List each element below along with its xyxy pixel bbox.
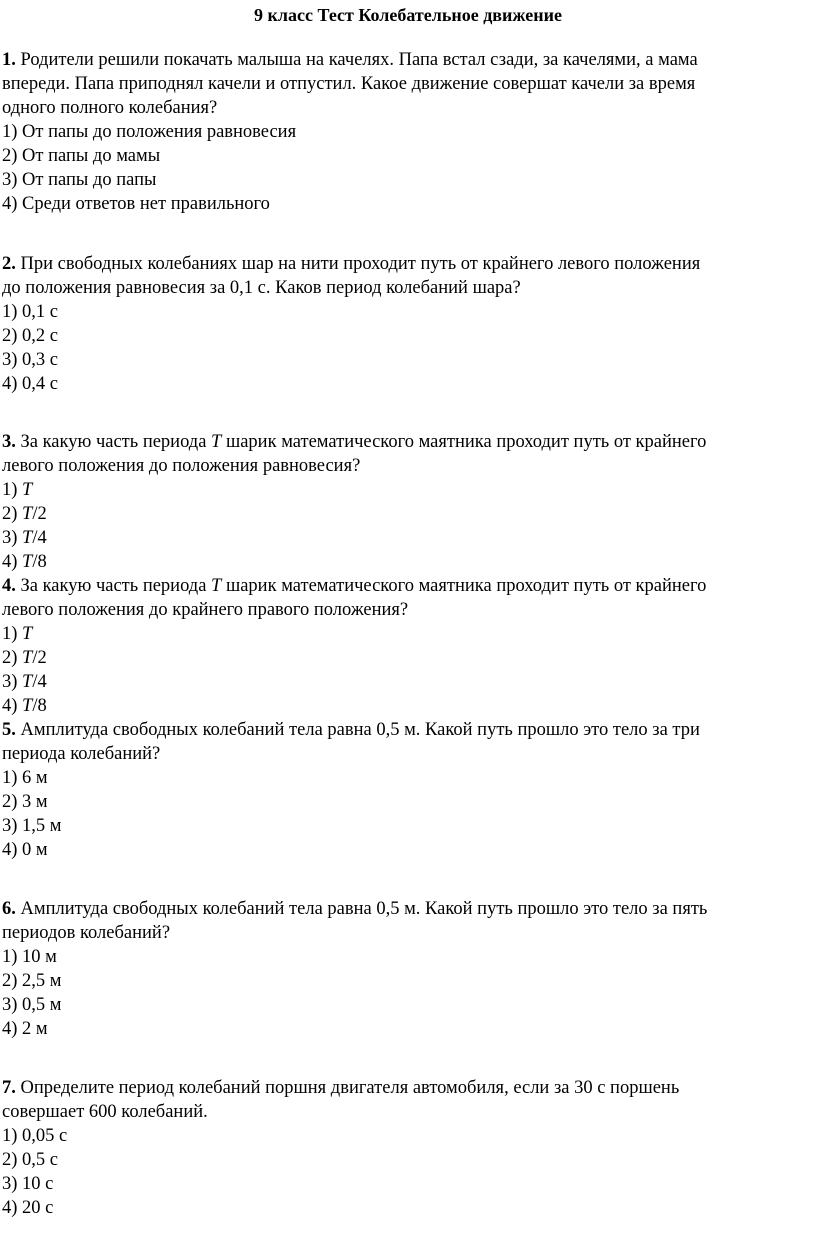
answer-option: 2) 0,5 с (2, 1150, 58, 1170)
answer-option: 1) От папы до положения равновесия (2, 122, 297, 142)
answer-option: 2) T/2 (2, 504, 47, 524)
answer-option: 3) 10 с (2, 1174, 54, 1194)
question-text: 3. За какую часть периода T шарик математического маятника проходит путь от крайнего (2, 432, 707, 452)
question-text: периодов колебаний? (2, 923, 171, 943)
question-text: совершает 600 колебаний. (2, 1102, 208, 1122)
answer-option: 4) 0 м (2, 840, 48, 860)
question-number: 1. (2, 50, 16, 70)
answer-option: 1) 10 м (2, 947, 57, 967)
answer-option: 4) Среди ответов нет правильного (2, 194, 270, 214)
question-text: впереди. Папа приподнял качели и отпустил. Какое движение совершат качели за время (2, 74, 696, 94)
page-title: 9 класс Тест Колебательное движение (254, 5, 562, 25)
answer-option: 2) 2,5 м (2, 971, 62, 991)
question-number: 6. (2, 899, 16, 919)
question-text: до положения равновесия за 0,1 с. Каков период колебаний шара? (2, 278, 521, 298)
answer-option: 1) T (2, 624, 33, 644)
answer-option: 1) T (2, 480, 33, 500)
answer-option: 3) От папы до папы (2, 170, 157, 190)
answer-option: 1) 0,1 с (2, 302, 58, 322)
question-text: 7. Определите период колебаний поршня двигателя автомобиля, если за 30 с поршень (2, 1078, 680, 1098)
answer-option: 4) T/8 (2, 696, 47, 716)
question-number: 4. (2, 576, 16, 596)
question-text: 1. Родители решили покачать малыша на качелях. Папа встал сзади, за качелями, а мама (2, 50, 698, 70)
answer-option: 2) T/2 (2, 648, 47, 668)
question-text: 4. За какую часть периода T шарик математического маятника проходит путь от крайнего (2, 576, 707, 596)
question-number: 7. (2, 1078, 16, 1098)
answer-option: 1) 0,05 с (2, 1126, 68, 1146)
answer-option: 4) 2 м (2, 1019, 48, 1039)
answer-option: 4) T/8 (2, 552, 47, 572)
answer-option: 2) 0,2 с (2, 326, 58, 346)
question-text: левого положения до положения равновесия? (2, 456, 361, 476)
question-number: 2. (2, 254, 16, 274)
answer-option: 2) 3 м (2, 792, 48, 812)
question-number: 5. (2, 720, 16, 740)
answer-option: 3) 1,5 м (2, 816, 62, 836)
question-text: 6. Амплитуда свободных колебаний тела равна 0,5 м. Какой путь прошло это тело за пять (2, 899, 708, 919)
answer-option: 4) 20 с (2, 1198, 54, 1218)
question-text: 2. При свободных колебаниях шар на нити проходит путь от крайнего левого положения (2, 254, 701, 274)
question-text: одного полного колебания? (2, 98, 218, 118)
question-number: 3. (2, 432, 16, 452)
question-text: периода колебаний? (2, 744, 161, 764)
answer-option: 4) 0,4 с (2, 374, 58, 394)
question-text: 5. Амплитуда свободных колебаний тела равна 0,5 м. Какой путь прошло это тело за три (2, 720, 700, 740)
answer-option: 3) T/4 (2, 672, 47, 692)
answer-option: 3) 0,5 м (2, 995, 62, 1015)
answer-option: 1) 6 м (2, 768, 48, 788)
question-text: левого положения до крайнего правого положения? (2, 600, 409, 620)
answer-option: 3) T/4 (2, 528, 47, 548)
answer-option: 2) От папы до мамы (2, 146, 161, 166)
answer-option: 3) 0,3 с (2, 350, 58, 370)
